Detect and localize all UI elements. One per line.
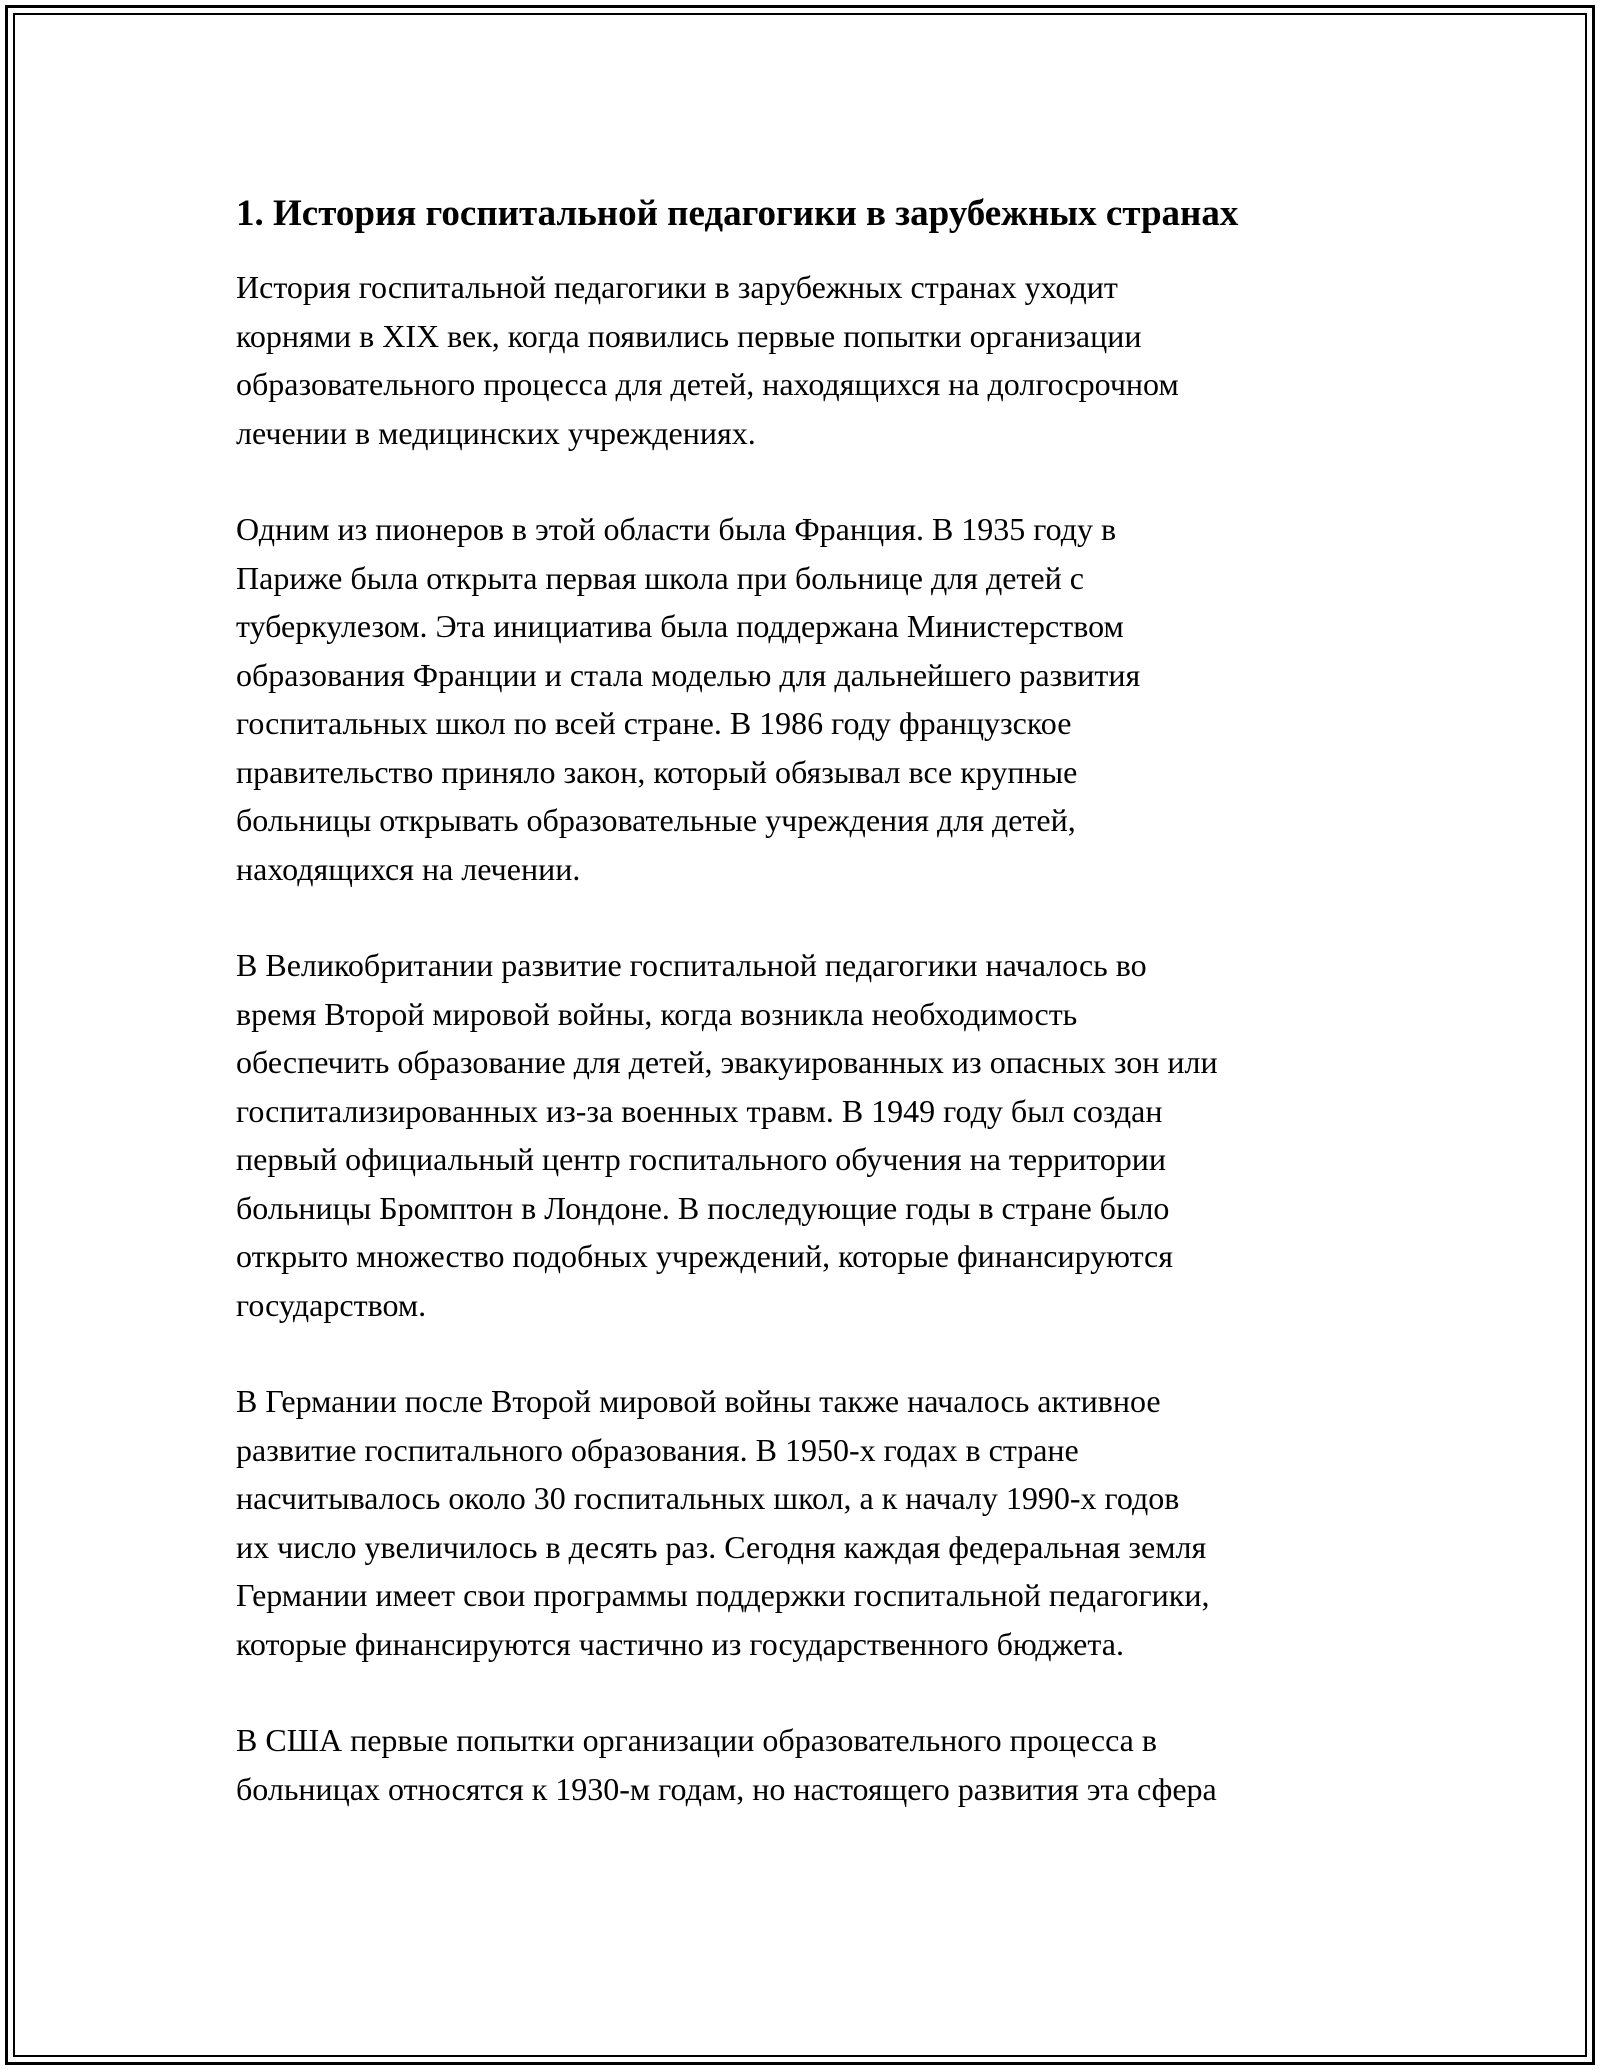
paragraph [236,505,1386,893]
text-line: правительство приняло закон, который обязывал все крупные [236,753,1078,790]
text-line: больницы открывать образовательные учреждения для детей, [236,802,1076,838]
paragraph [236,263,1386,457]
text-line: государством. [236,1286,427,1323]
text-line: Париже была открыта первая школа при больнице для детей с [236,559,1084,596]
text-line: лечении в медицинских учреждениях. [236,414,756,451]
text-line: В Великобритании развитие госпитальной педагогики началось во [236,947,1147,983]
text-line: время Второй мировой войны, когда возникла необходимость [236,995,1078,1032]
text-line: госпитальных школ по всей стране. В 1986 году французское [236,705,1072,741]
text-line: находящихся на лечении. [236,850,581,887]
text-line: образовательного процесса для детей, находящихся на долгосрочном [236,366,1179,402]
text-line: Германии имеет свои программы поддержки госпитальной педагогики, [236,1577,1210,1613]
text-line: В Германии после Второй мировой войны также началось активное [236,1383,1161,1419]
text-line: обеспечить образование для детей, эвакуированных из опасных зон или [236,1044,1218,1080]
text-line: их число увеличилось в десять раз. Сегодня каждая федеральная земля [236,1528,1207,1565]
paragraph [236,1377,1386,1668]
text-line: первый официальный центр госпитального обучения на территории [236,1141,1167,1177]
text-line: открыто множество подобных учреждений, которые финансируются [236,1238,1173,1274]
text-line: больницы Бромптон в Лондоне. В последующие годы в стране было [236,1189,1170,1226]
text-line: развитие госпитального образования. В 1950-х годах в стране [236,1431,1079,1468]
paragraphs [236,263,1386,1813]
text-line: Одним из пионеров в этой области была Франция. В 1935 году в [236,511,1117,547]
text-line: госпитализированных из-за военных травм. В 1949 году был создан [236,1092,1163,1129]
text-line: В США первые попытки организации образовательного процесса в [236,1722,1157,1758]
text-line: больницах относятся к 1930-м годам, но настоящего развития эта сфера [236,1770,1217,1807]
text-line: которые финансируются частично из государственного бюджета. [236,1625,1124,1662]
paragraph [236,941,1386,1329]
paragraph [236,1716,1386,1813]
text-line: История госпитальной педагогики в зарубежных странах уходит [236,269,1118,305]
section-heading: 1. История госпитальной педагогики в зарубежных странах [236,193,1239,234]
document-body [236,186,1386,1813]
text-line: образования Франции и стала моделью для дальнейшего развития [236,656,1141,693]
text-line: туберкулезом. Эта инициатива была поддержана Министерством [236,608,1124,644]
text-line: насчитывалось около 30 госпитальных школ, а к началу 1990-х годов [236,1480,1180,1516]
text-line: корнями в XIX век, когда появились первые попытки организации [236,317,1142,354]
